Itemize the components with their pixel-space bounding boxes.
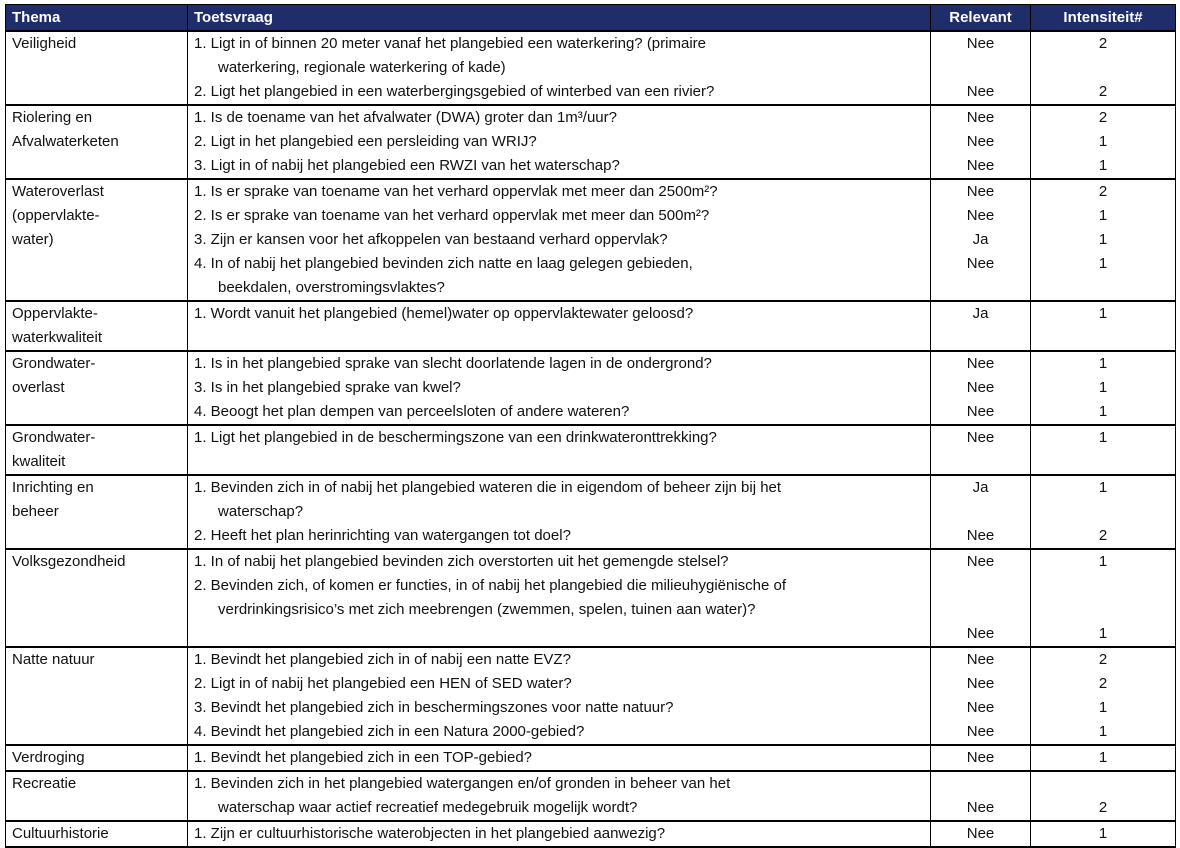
relevant-cell: Nee [931, 622, 1031, 647]
question-cell: 4. Bevindt het plangebied zich in een Natura 2000-gebied? [188, 720, 931, 745]
theme-cell [6, 821, 188, 847]
table-row [6, 351, 1176, 376]
question-cell: 1. Bevinden zich in het plangebied watergangen en/of gronden in beheer van het [188, 771, 931, 796]
table-row [6, 301, 1176, 326]
relevant-cell: Nee [931, 425, 1031, 450]
table-row [6, 549, 1176, 574]
theme-cell [6, 301, 188, 351]
intensity-cell: 1 [1031, 425, 1176, 450]
intensity-cell: 2 [1031, 796, 1176, 821]
question-text: 1. Ligt in of binnen 20 meter vanaf het plangebied een waterkering? (primaire [194, 35, 706, 52]
theme-label: Recreatie [12, 775, 77, 792]
theme-label: waterkwaliteit [12, 329, 103, 346]
intensity-cell: 1 [1031, 376, 1176, 400]
question-cell [188, 31, 931, 56]
relevant-cell: Nee [931, 179, 1031, 204]
intensity-cell: 1 [1031, 301, 1176, 326]
theme-cell [6, 31, 188, 105]
relevant-cell: Nee [931, 252, 1031, 276]
theme-label: Wateroverlast [12, 183, 104, 200]
theme-label: Natte natuur [12, 651, 95, 668]
intensity-cell: 1 [1031, 130, 1176, 154]
table-row [6, 179, 1176, 204]
intensity-cell: 2 [1031, 672, 1176, 696]
question-cell: 1. Is in het plangebied sprake van slecht doorlatende lagen in de ondergrond? [188, 351, 931, 376]
intensity-cell: 1 [1031, 821, 1176, 847]
header-row [6, 5, 1176, 32]
intensity-cell: 1 [1031, 351, 1176, 376]
theme-label: beheer [12, 503, 59, 520]
relevant-cell: Nee [931, 400, 1031, 425]
relevant-cell: Nee [931, 105, 1031, 130]
table-row [6, 771, 1176, 796]
intensity-cell: 2 [1031, 524, 1176, 549]
question-cell: 1. Bevindt het plangebied zich in een TOP-gebied? [188, 745, 931, 771]
relevant-cell: Nee [931, 696, 1031, 720]
theme-cell [6, 425, 188, 475]
question-cell: 1. Bevinden zich in of nabij het plangebied wateren die in eigendom of beheer zijn bij het [188, 475, 931, 500]
question-cell: 3. Zijn er kansen voor het afkoppelen van bestaand verhard oppervlak? [188, 228, 931, 252]
relevant-cell: Nee [931, 351, 1031, 376]
intensity-cell: 1 [1031, 252, 1176, 276]
theme-label: Riolering en [12, 109, 93, 126]
relevant-cell: Nee [931, 524, 1031, 549]
relevant-cell: Nee [931, 130, 1031, 154]
relevant-cell: Ja [931, 475, 1031, 500]
intensity-cell: 1 [1031, 228, 1176, 252]
theme-label: overlast [12, 379, 65, 396]
header-toetsvraag: Toetsvraag [188, 5, 931, 32]
relevant-cell: Nee [931, 376, 1031, 400]
question-cell: 2. Ligt het plangebied in een waterbergingsgebied of winterbed van een rivier? [188, 80, 931, 105]
relevant-cell: Nee [931, 31, 1031, 56]
question-cell: beekdalen, overstromingsvlaktes? [188, 276, 931, 301]
table-row [6, 821, 1176, 847]
question-cell: 3. Bevindt het plangebied zich in beschermingszones voor natte natuur? [188, 696, 931, 720]
relevant-cell: Ja [931, 301, 1031, 326]
theme-cell [6, 475, 188, 549]
theme-label: Grondwater- [12, 355, 96, 372]
intensity-cell: 1 [1031, 696, 1176, 720]
intensity-cell: 2 [1031, 31, 1176, 56]
theme-cell [6, 105, 188, 179]
relevant-cell: Nee [931, 796, 1031, 821]
water-test-table [5, 4, 1176, 848]
question-cell: 4. Beoogt het plan dempen van perceelsloten of andere wateren? [188, 400, 931, 425]
question-cell: 1. Wordt vanuit het plangebied (hemel)water op oppervlaktewater geloosd? [188, 301, 931, 326]
intensity-cell: 2 [1031, 647, 1176, 672]
table-row [6, 425, 1176, 450]
theme-label: (oppervlakte- [12, 207, 100, 224]
relevant-cell: Nee [931, 720, 1031, 745]
intensity-cell: 1 [1031, 475, 1176, 500]
theme-label: kwaliteit [12, 453, 66, 470]
table-row [6, 745, 1176, 771]
header-relevant: Relevant [931, 5, 1031, 32]
intensity-cell: 1 [1031, 204, 1176, 228]
question-cell: verdrinkingsrisico’s met zich meebrengen (zwemmen, spelen, tuinen aan water)? [188, 598, 931, 622]
question-cell: 3. Is in het plangebied sprake van kwel? [188, 376, 931, 400]
theme-label: Verdroging [12, 749, 85, 766]
question-cell: waterschap waar actief recreatief medegebruik mogelijk wordt? [188, 796, 931, 821]
theme-label: Cultuurhistorie [12, 825, 109, 842]
question-cell: 1. Is de toename van het afvalwater (DWA) groter dan 1m³/uur? [188, 105, 931, 130]
question-cell: 1. In of nabij het plangebied bevinden zich overstorten uit het gemengde stelsel? [188, 549, 931, 574]
table-row [6, 647, 1176, 672]
intensity-cell: 1 [1031, 622, 1176, 647]
relevant-cell: Nee [931, 745, 1031, 771]
theme-label: Grondwater- [12, 429, 96, 446]
theme-label: Inrichting en [12, 479, 94, 496]
relevant-cell: Nee [931, 549, 1031, 574]
question-cell: 1. Is er sprake van toename van het verhard oppervlak met meer dan 2500m²? [188, 179, 931, 204]
theme-cell [6, 549, 188, 647]
intensity-cell: 1 [1031, 549, 1176, 574]
header-intensiteit: Intensiteit# [1031, 5, 1176, 32]
question-cell: 2. Heeft het plan herinrichting van watergangen tot doel? [188, 524, 931, 549]
header-thema: Thema [6, 5, 188, 32]
theme-label: Oppervlakte- [12, 305, 98, 322]
theme-label: Afvalwaterketen [12, 133, 119, 150]
table-row [6, 31, 1176, 56]
intensity-cell: 1 [1031, 154, 1176, 179]
question-cell: 1. Zijn er cultuurhistorische waterobjecten in het plangebied aanwezig? [188, 821, 931, 847]
question-cell: waterschap? [188, 500, 931, 524]
question-cell: waterkering, regionale waterkering of kade) [188, 56, 931, 80]
intensity-cell: 1 [1031, 745, 1176, 771]
intensity-cell: 1 [1031, 720, 1176, 745]
relevant-cell: Nee [931, 672, 1031, 696]
relevant-cell: Nee [931, 154, 1031, 179]
question-cell: 1. Ligt het plangebied in de beschermingszone van een drinkwateronttrekking? [188, 425, 931, 450]
relevant-cell: Nee [931, 204, 1031, 228]
theme-cell [6, 351, 188, 425]
question-cell: 2. Is er sprake van toename van het verhard oppervlak met meer dan 500m²? [188, 204, 931, 228]
water-test-table-wrapper [5, 4, 1176, 848]
relevant-cell: Nee [931, 647, 1031, 672]
theme-label: water) [12, 231, 54, 248]
theme-cell [6, 745, 188, 771]
question-cell: 3. Ligt in of nabij het plangebied een RWZI van het waterschap? [188, 154, 931, 179]
theme-cell [6, 647, 188, 745]
table-row [6, 475, 1176, 500]
relevant-cell: Nee [931, 821, 1031, 847]
intensity-cell: 2 [1031, 80, 1176, 105]
intensity-cell: 2 [1031, 105, 1176, 130]
theme-cell [6, 179, 188, 301]
question-cell: 4. In of nabij het plangebied bevinden zich natte en laag gelegen gebieden, [188, 252, 931, 276]
theme-cell [6, 771, 188, 821]
intensity-cell: 2 [1031, 179, 1176, 204]
question-cell: 2. Ligt in of nabij het plangebied een HEN of SED water? [188, 672, 931, 696]
theme-label: Volksgezondheid [12, 553, 126, 570]
question-cell: 2. Bevinden zich, of komen er functies, in of nabij het plangebied die milieuhygiënische of [188, 574, 931, 598]
question-cell: 1. Bevindt het plangebied zich in of nabij een natte EVZ? [188, 647, 931, 672]
table-row [6, 105, 1176, 130]
relevant-cell: Nee [931, 80, 1031, 105]
intensity-cell: 1 [1031, 400, 1176, 425]
relevant-cell: Ja [931, 228, 1031, 252]
question-cell: 2. Ligt in het plangebied een persleiding van WRIJ? [188, 130, 931, 154]
theme-label: Veiligheid [12, 35, 77, 52]
